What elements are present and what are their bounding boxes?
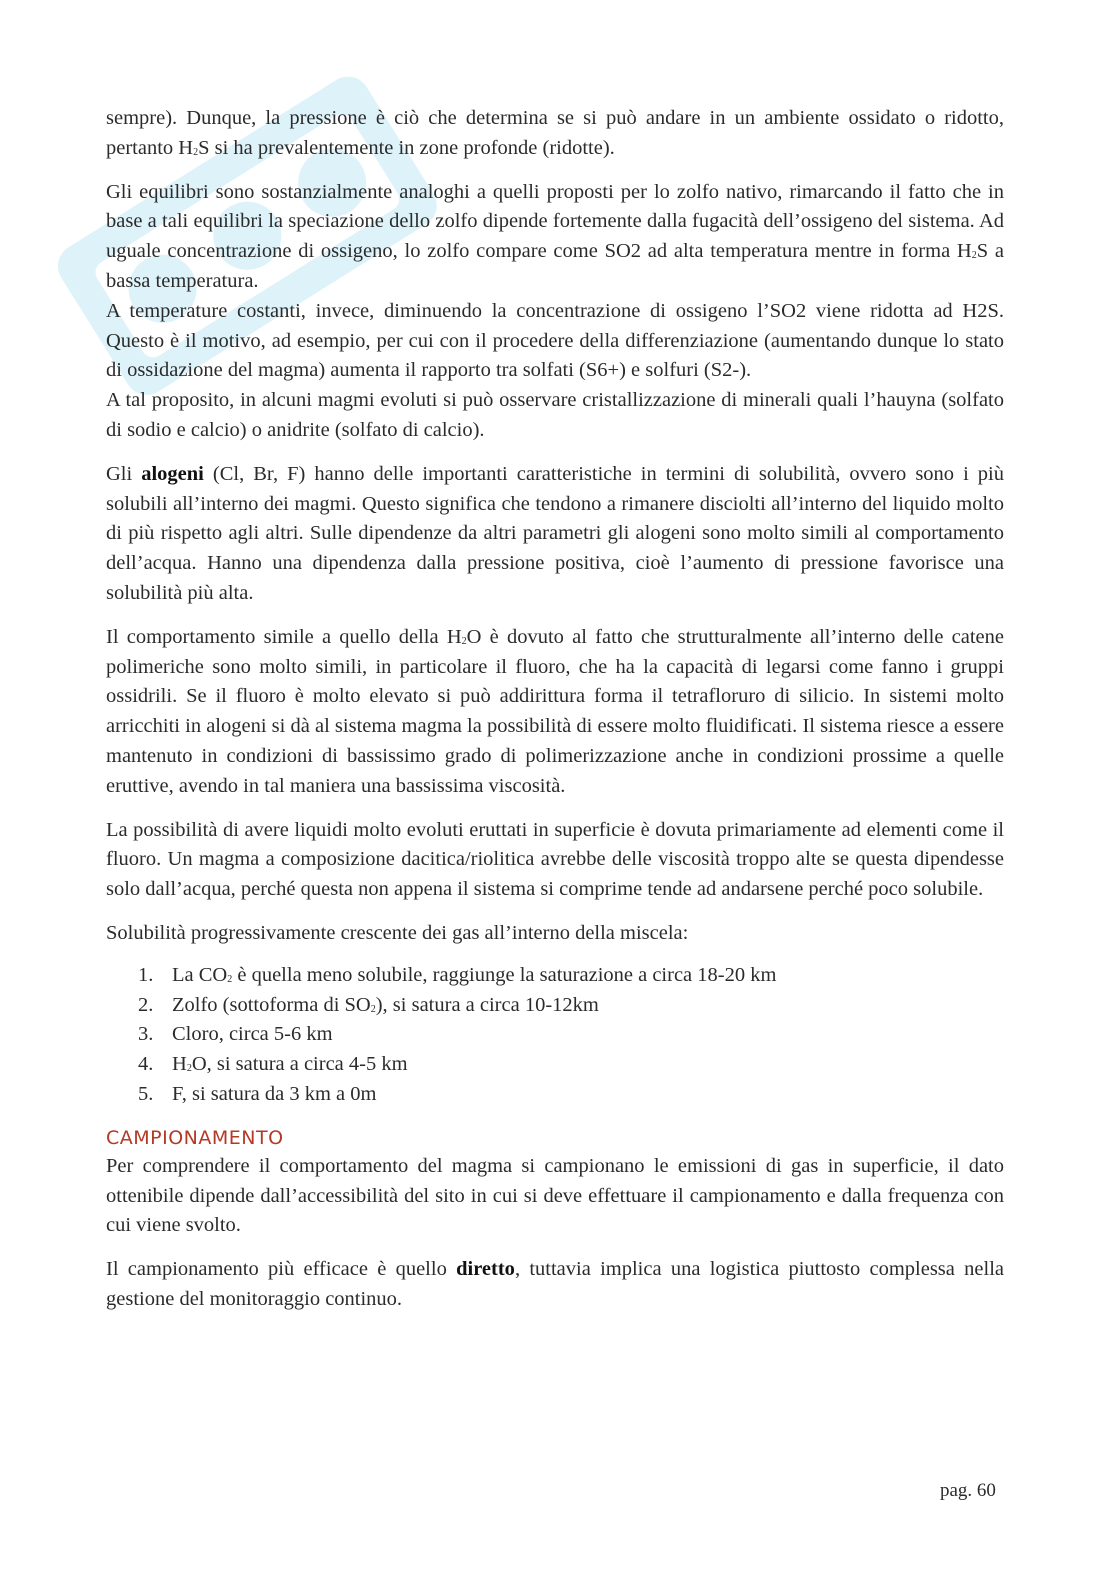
section-heading-campionamento: CAMPIONAMENTO bbox=[106, 1126, 284, 1149]
paragraph-water-behaviour: Il comportamento simile a quello della $H_2O$ è dovuto al fatto che strutturalmente all’interno delle catene polimeriche sono molto simili, in particolare il fluoro, che ha la capacità di legarsi come fanno i gruppi ossidrili. Se il fluoro è molto elevato si può addirittura forma il tetrafloruro di silicio. In sistemi molto arricchiti in alogeni si dà al sistema magma la possibilità di essere molto fluidificati. Il sistema riesce a essere mantenuto in condizioni di bassissimo grado di polimerizzazione anche in condizioni prossime a quelle eruttive, avendo in tal maniera una bassissima viscosità. bbox=[106, 625, 1004, 797]
paragraph-pressure: sempre). Dunque, la pressione è ciò che determina se si può andare in un ambiente ossidato o ridotto, pertanto $H_2S$ si ha prevalentemente in zone profonde (ridotte). bbox=[106, 107, 1004, 159]
paragraph-halogens: Gli alogeni (Cl, Br, F) hanno delle importanti caratteristiche in termini di solubilità, ovvero sono i più solubili all’interno dei magmi. Questo significa che tendono a rimanere disciolti all’interno del liquido molto di più rispetto agli altri. Sulle dipendenze da altri parametri gli alogeni sono molto simili al comportamento dell’acqua. Hanno una dipendenza dalla pressione positiva, cioè l’aumento di pressione favorisce una solubilità più alta. bbox=[106, 462, 1005, 604]
paragraph-equilibria: Gli equilibri sono sostanzialmente analoghi a quelli proposti per lo zolfo nativo, rimarcando il fatto che in base a tali equilibri la speciazione dello zolfo dipende fortemente dalla fugacità dell’ossigeno del sistema. Ad uguale concentrazione di ossigeno, lo zolfo compare come SO2 ad alta temperatura mentre in forma $H_2S$ a bassa temperatura. bbox=[106, 180, 1005, 292]
paragraph-evolved-liquids: La possibilità di avere liquidi molto evoluti eruttati in superficie è dovuta primariamente ad elementi come il fluoro. Un magma a composizione dacitica/riolitica avrebbe delle viscosità troppo alte se questa dipendesse solo dall’acqua, perché questa non appena il sistema si comprime tende ad andarsene perché poco solubile. bbox=[106, 818, 1004, 901]
solubility-list bbox=[106, 961, 1004, 1110]
list-item: 5. F, si satura da 3 km a 0m bbox=[138, 1082, 377, 1105]
paragraph-sampling: Per comprendere il comportamento del magma si campionano le emissioni di gas in superficie, il dato ottenibile dipende dall’accessibilità del sito in cui si deve effettuare il campionamento e dalla frequenza con cui viene svolto. bbox=[106, 1154, 1004, 1237]
list-item: 1. La $CO_2$ è quella meno solubile, raggiunge la saturazione a circa 18-20 km bbox=[138, 963, 777, 986]
paragraph-temperature: A temperature costanti, invece, diminuendo la concentrazione di ossigeno l’SO2 viene ridotta ad H2S. Questo è il motivo, ad esempio, per cui con il procedere della differenziazione (aumentando dunque lo stato di ossidazione del magma) aumenta il rapporto tra solfati (S6+) e solfuri (S2-). bbox=[106, 299, 1004, 382]
list-item: 4. $H_2O$, si satura a circa 4-5 km bbox=[138, 1053, 408, 1076]
page-content bbox=[106, 104, 1004, 1315]
term-alogeni: alogeni bbox=[141, 462, 204, 485]
paragraph-solubility-intro: Solubilità progressivamente crescente dei gas all’interno della miscela: bbox=[106, 921, 689, 944]
list-item: 3. Cloro, circa 5-6 km bbox=[138, 1023, 333, 1046]
list-item: 2. Zolfo (sottoforma di $SO_2$), si satura a circa 10-12km bbox=[138, 993, 599, 1016]
page-number: pag. 60 bbox=[940, 1480, 996, 1501]
paragraph-direct-sampling: Il campionamento più efficace è quello diretto, tuttavia implica una logistica piuttosto complessa nella gestione del monitoraggio continuo. bbox=[106, 1258, 1004, 1310]
term-diretto: diretto bbox=[456, 1258, 515, 1281]
paragraph-minerals: A tal proposito, in alcuni magmi evoluti si può osservare cristallizzazione di minerali quali l’hauyna (solfato di sodio e calcio) o anidrite (solfato di calcio). bbox=[106, 389, 1004, 441]
